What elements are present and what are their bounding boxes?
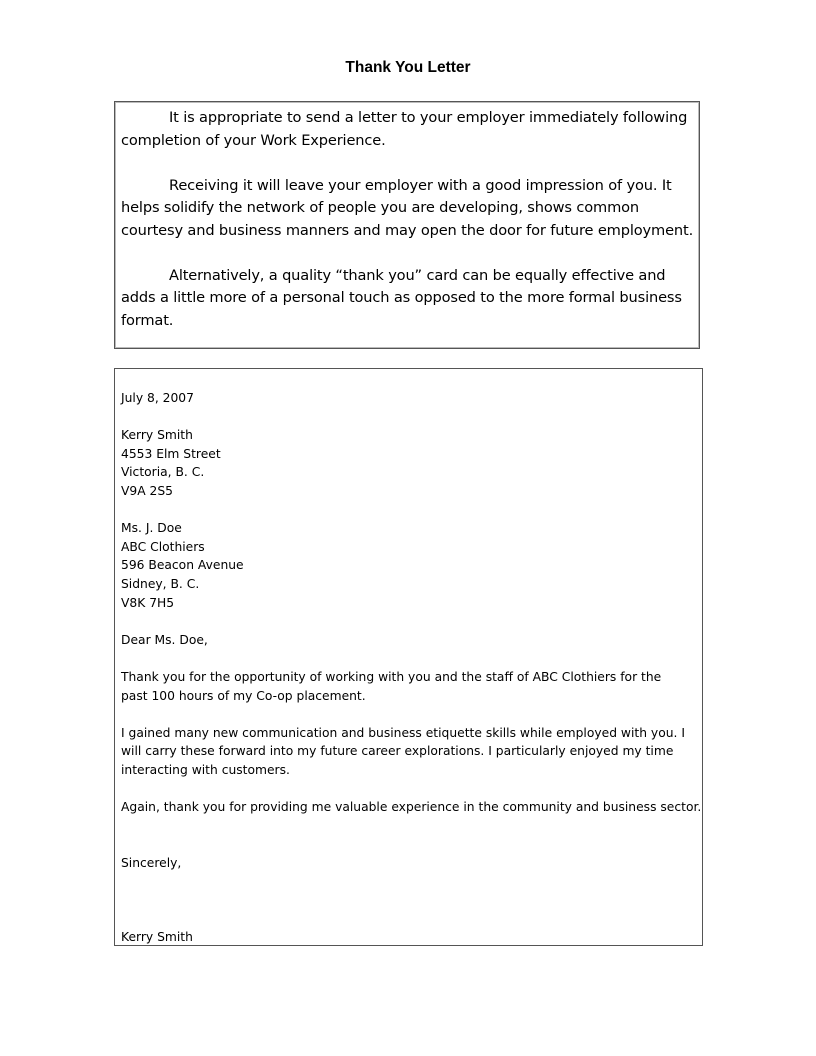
recipient-city: Sidney, B. C. <box>121 576 200 591</box>
recipient-name: Ms. J. Doe <box>121 521 182 536</box>
recipient-street: 596 Beacon Avenue <box>121 558 244 573</box>
body-paragraph <box>121 798 702 817</box>
recipient-address <box>121 519 698 612</box>
body-line: interacting with customers. <box>121 762 290 777</box>
recipient-company: ABC Clothiers <box>121 539 205 554</box>
recipient-postal-code: V8K 7H5 <box>121 595 175 610</box>
intro-box <box>114 101 700 349</box>
body-line: Thank you for the opportunity of working with you and the staff of ABC Clothiers for the <box>121 669 662 684</box>
sender-address <box>121 426 698 500</box>
body-line: past 100 hours of my Co-op placement. <box>121 688 366 703</box>
page-title: Thank You Letter <box>345 59 471 76</box>
sender-city: Victoria, B. C. <box>121 465 205 480</box>
sender-name: Kerry Smith <box>121 428 193 443</box>
body-line: Again, thank you for providing me valuable experience in the community and business sector. <box>121 800 702 815</box>
body-paragraph <box>121 724 698 780</box>
sender-postal-code: V9A 2S5 <box>121 483 174 498</box>
body-line: I gained many new communication and business etiquette skills while employed with you. I <box>121 725 685 740</box>
closing: Sincerely, <box>121 855 182 870</box>
sender-street: 4553 Elm Street <box>121 446 221 461</box>
sample-letter-box <box>114 368 703 946</box>
intro-paragraph: Receiving it will leave your employer with a good impression of you. It helps solidify the network of people you are developing, shows common courtesy and business manners and may open the door for future employment. <box>121 176 694 239</box>
signature-name: Kerry Smith <box>121 930 193 945</box>
body-line: will carry these forward into my future career explorations. I particularly enjoyed my time <box>121 744 674 759</box>
letter-date: July 8, 2007 <box>121 391 194 405</box>
intro-paragraph: Alternatively, a quality “thank you” card can be equally effective and adds a little more of a personal touch as opposed to the more formal business format. <box>121 266 682 329</box>
body-paragraph <box>121 668 698 705</box>
intro-paragraph: It is appropriate to send a letter to your employer immediately following completion of your Work Experience. <box>121 109 688 149</box>
salutation: Dear Ms. Doe, <box>121 632 208 647</box>
